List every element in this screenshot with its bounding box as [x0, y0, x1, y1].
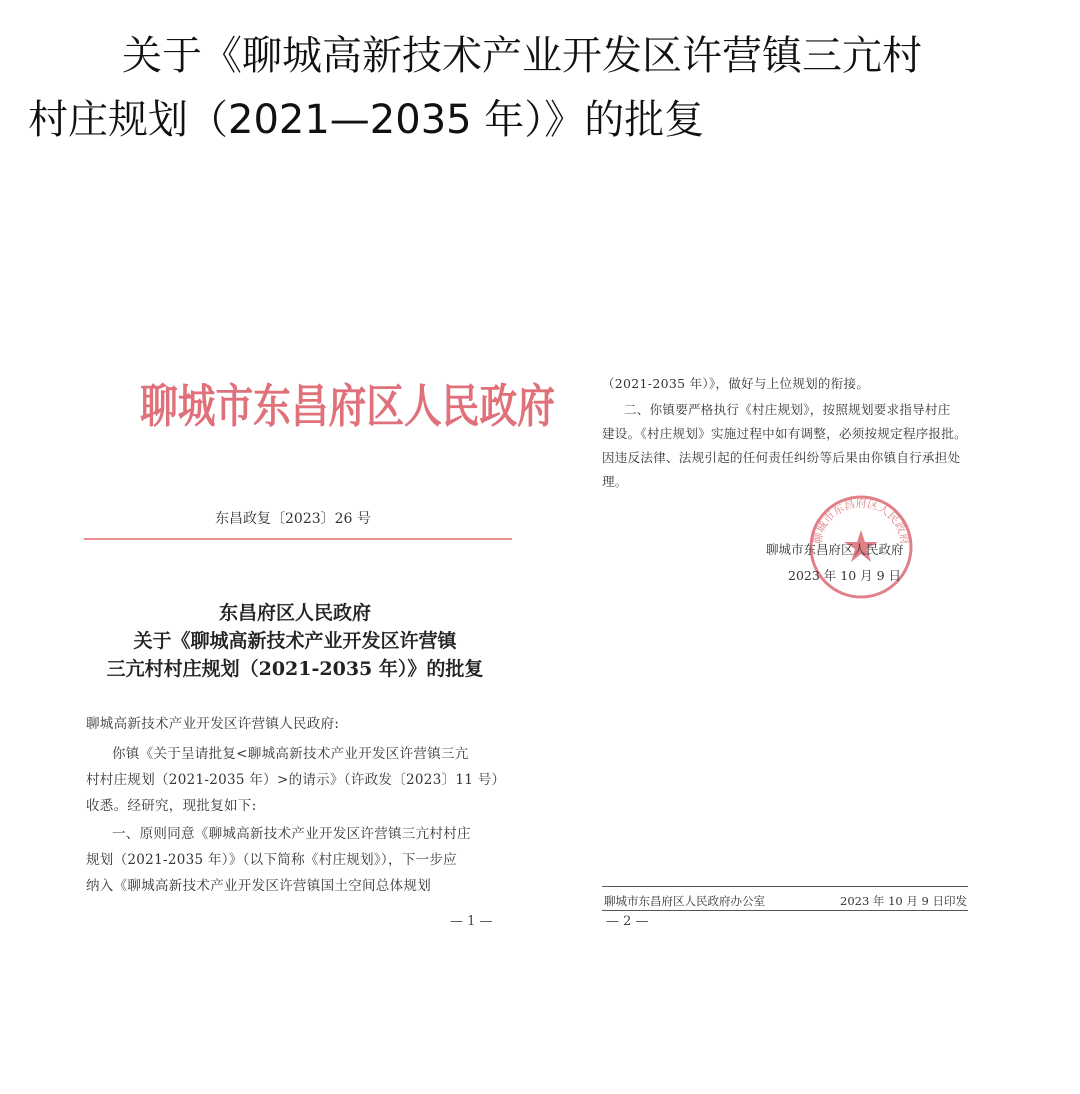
- document-page-2: [580, 360, 1000, 940]
- body-line-2: 你镇《关于呈请批复<聊城高新技术产业开发区许营镇三亢: [112, 746, 469, 762]
- body-line-1: 聊城高新技术产业开发区许营镇人民政府:: [86, 716, 340, 732]
- body-line-4: 收悉。经研究，现批复如下:: [86, 798, 257, 814]
- page-number-2: — 2 —: [606, 914, 649, 929]
- page-number-1: — 1 —: [450, 914, 493, 929]
- sign-date: 2023 年 10 月 9 日: [788, 568, 902, 583]
- doc-title-line-1: 东昌府区人民政府: [218, 602, 371, 624]
- seal-text: 聊城市东昌府区人民政府: [810, 496, 912, 546]
- p2-body-line-2: 二、你镇要严格执行《村庄规划》，按照规划要求指导村庄: [624, 402, 951, 417]
- p2-body-line-3: 建设。《村庄规划》实施过程中如有调整，必须按规定程序报批。: [602, 426, 967, 441]
- signer-name: 聊城市东昌府区人民政府: [766, 542, 904, 557]
- government-red-header: 聊城市东昌府区人民政府: [140, 379, 555, 433]
- body-line-6: 规划（2021-2035 年）》（以下简称《村庄规划》），下一步应: [86, 852, 457, 868]
- red-divider: [84, 538, 512, 540]
- headline-line-1: 关于《聊城高新技术产业开发区许营镇三亢村: [122, 33, 922, 79]
- footer-print-date: 2023 年 10 月 9 日印发: [840, 894, 967, 908]
- document-number: 东昌政复〔2023〕26 号: [215, 511, 371, 527]
- footer-top-rule: [602, 886, 968, 887]
- body-line-5: 一、原则同意《聊城高新技术产业开发区许营镇三亢村村庄: [112, 826, 471, 842]
- headline-line-2: 村庄规划（2021—2035 年）》的批复: [28, 97, 705, 143]
- p2-body-line-5: 理。: [602, 474, 628, 489]
- footer-office: 聊城市东昌府区人民政府办公室: [604, 894, 765, 908]
- footer-bottom-rule: [602, 910, 968, 911]
- p2-body-line-4: 因违反法律、法规引起的任何责任纠纷等后果由你镇自行承担处: [602, 450, 961, 465]
- document-page-1: [60, 340, 555, 950]
- doc-title-line-2: 关于《聊城高新技术产业开发区许营镇: [133, 630, 457, 652]
- body-line-7: 纳入《聊城高新技术产业开发区许营镇国土空间总体规划: [86, 878, 431, 894]
- doc-title-line-3: 三亢村村庄规划（2021-2035 年）》的批复: [106, 658, 484, 680]
- body-line-3: 村村庄规划（2021-2035 年）>的请示》（许政发〔2023〕11 号）: [86, 772, 506, 788]
- p2-body-line-1: （2021-2035 年）》，做好与上位规划的衔接。: [602, 376, 870, 391]
